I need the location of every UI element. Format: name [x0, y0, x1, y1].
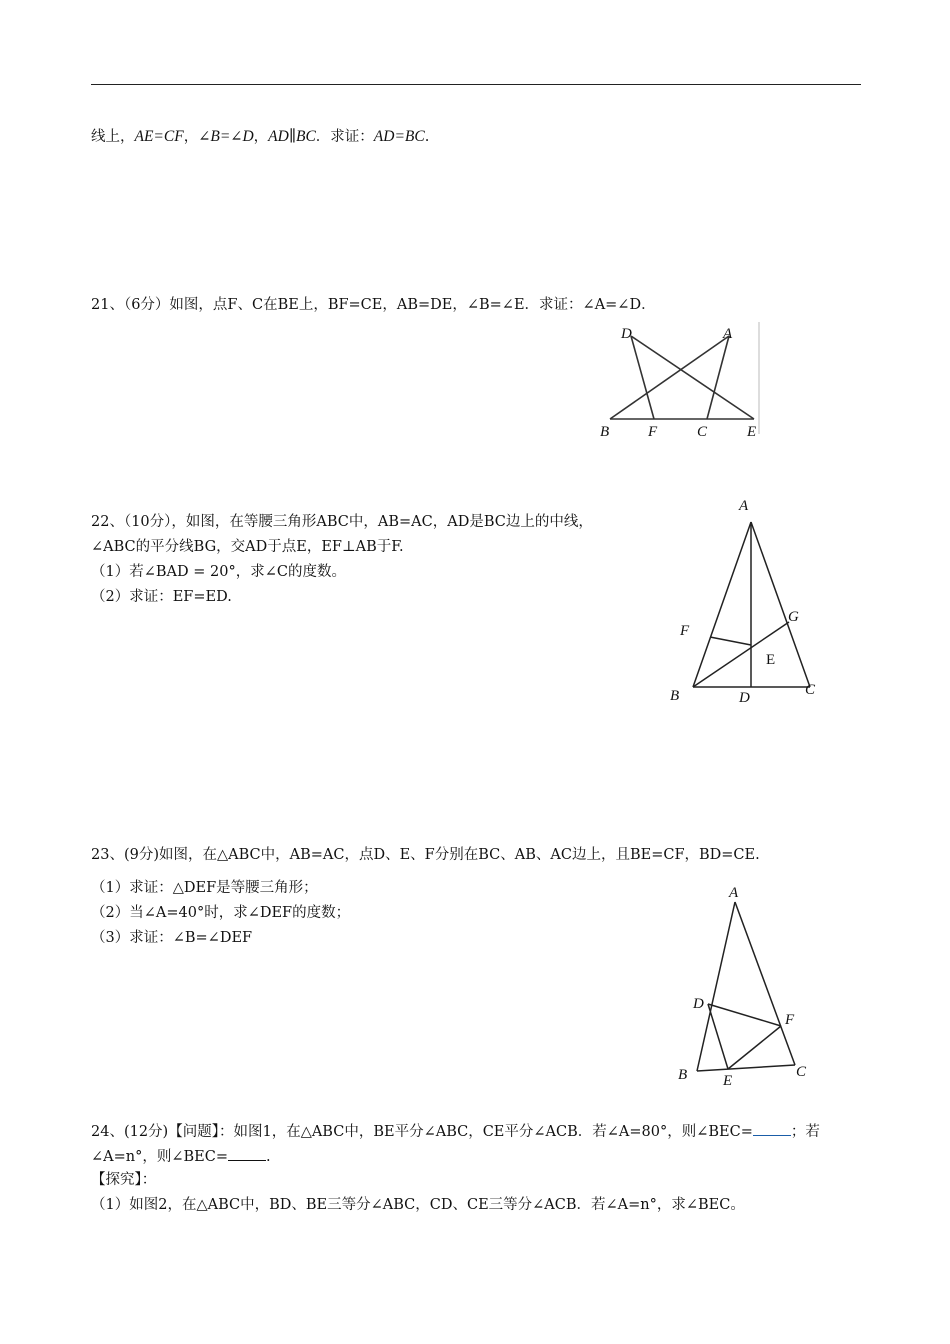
q20-math-b: B= [210, 128, 231, 145]
q22-line1: 22、（10分），如图，在等腰三角形ABC中，AB=AC，AD是BC边上的中线， [91, 514, 593, 530]
q23-line1: 23、(9分)如图，在△ABC中，AB=AC，点D、E、F分别在BC、AB、AC边上，且BE=CF，BD=CE. [91, 847, 760, 863]
q22-label-a: A [739, 498, 749, 514]
q22-line-ab [693, 522, 751, 687]
q21-figure [595, 322, 765, 447]
q21-label-a: A [723, 326, 733, 342]
q22-line4: （2）求证：EF=ED. [91, 589, 232, 605]
q23-line-de [708, 1004, 728, 1069]
q24-answer-blank-2 [228, 1146, 266, 1161]
q23-line4: （3）求证：∠B=∠DEF [91, 930, 253, 946]
q23-label-c: C [796, 1064, 807, 1080]
q21-line-ba [610, 336, 729, 419]
q23-line-bc [697, 1065, 795, 1071]
q20-sep4: ．求证： [315, 129, 374, 145]
q20-math-ad-bc: AD=BC [373, 128, 425, 145]
q23-label-a: A [729, 885, 739, 901]
q22-line3: （1）若∠BAD = 20°，求∠C的度数。 [91, 564, 346, 580]
q20-math-ae-cf: AE=CF [134, 128, 184, 145]
q23-figure [672, 880, 822, 1090]
q21-text: 21、（6分）如图，点F、C在BE上，BF=CE，AB=DE，∠B=∠E．求证：∠A=∠D． [91, 297, 656, 313]
q22-line-ef [710, 637, 751, 645]
q23-label-f: F [785, 1012, 795, 1028]
q22-label-f: F [680, 623, 690, 639]
q22-line-ac [751, 522, 810, 687]
q23-label-d: D [693, 996, 704, 1012]
q24-answer-blank-1 [753, 1121, 791, 1136]
q24-line2 [91, 1146, 271, 1166]
q22-label-d: D [739, 690, 750, 706]
q22-label-c: C [805, 682, 816, 698]
q24-line2-tail: . [266, 1149, 271, 1165]
q23-label-b: B [678, 1067, 688, 1083]
q20-math-d: D [242, 128, 254, 145]
q21-line-de [631, 336, 754, 419]
q22-label-b: B [670, 688, 680, 704]
q20-pre: 线上， [91, 129, 135, 145]
q20-math-ad-parallel-bc: AD∥BC [268, 128, 316, 145]
q20-sep3: ， [253, 129, 269, 145]
q24-line1-text: 24、(12分)【问题】：如图1，在△ABC中，BE平分∠ABC，CE平分∠ACB．若∠A=80°，则∠BEC= [91, 1124, 753, 1140]
header-rule [91, 84, 861, 85]
q21-label-e: E [747, 424, 757, 440]
q24-line1 [91, 1121, 820, 1141]
q20-sep2: ∠ [230, 129, 243, 145]
q24-line1-tail: ；若 [790, 1124, 820, 1140]
q21-label-f: F [648, 424, 658, 440]
q24-line4: （1）如图2，在△ABC中，BD、BE三等分∠ABC，CD、CE三等分∠ACB．若∠A=n°，求∠BEC。 [91, 1197, 745, 1213]
q20-end: . [424, 129, 430, 145]
q20-sep1: ，∠ [183, 129, 211, 145]
q22-figure [665, 495, 825, 705]
q24-line3: 【探究】： [91, 1172, 157, 1188]
q23-line2: （1）求证：△DEF是等腰三角形； [91, 880, 318, 896]
q23-line3: （2）当∠A=40°时，求∠DEF的度数； [91, 905, 351, 921]
q22-line2: ∠ABC的平分线BG，交AD于点E，EF⊥AB于F. [91, 539, 404, 555]
q23-line-ac [735, 902, 795, 1065]
q21-label-b: B [600, 424, 610, 440]
q23-line-df [708, 1004, 781, 1026]
q24-line2-text: ∠A=n°，则∠BEC= [91, 1149, 228, 1165]
q21-label-d: D [621, 326, 632, 342]
q23-line-ab [697, 902, 735, 1071]
q23-label-e: E [723, 1073, 733, 1089]
q22-label-g: G [788, 609, 799, 625]
q23-line-ef [728, 1026, 781, 1069]
q22-label-e: E [766, 652, 776, 668]
q20-text [91, 128, 429, 146]
q21-label-c: C [697, 424, 708, 440]
